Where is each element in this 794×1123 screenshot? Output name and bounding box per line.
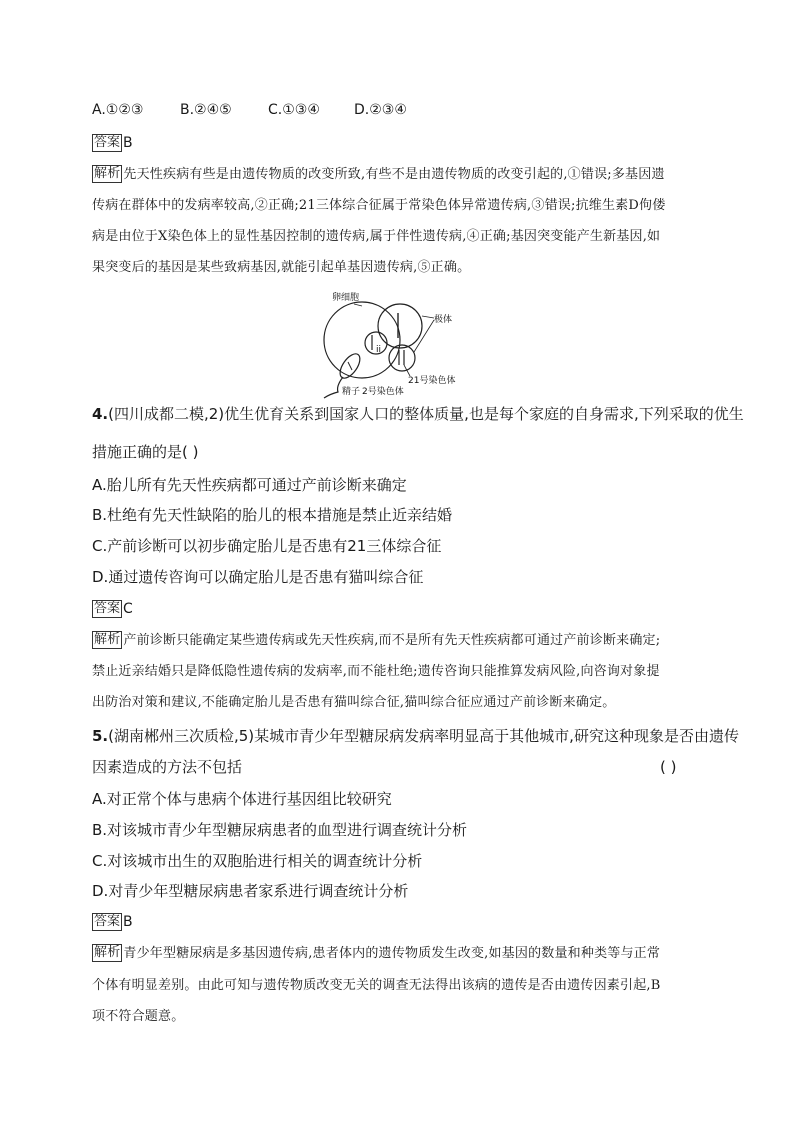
fertilization-diagram	[310, 280, 510, 400]
answer-tag: 答案	[94, 914, 121, 929]
q4-option-c: C.产前诊断可以初步确定胎儿是否患有21三体综合征	[92, 537, 442, 555]
q3-option-d: D.②③④	[354, 102, 407, 118]
q3-explanation-line-4: 果突变后的基因是某些致病基因,就能引起单基因遗传病,⑤正确。	[92, 260, 471, 275]
q5-option-c: C.对该城市出生的双胞胎进行相关的调查统计分析	[92, 852, 423, 870]
q3-explanation-line-3: 病是由位于X染色体上的显性基因控制的遗传病,属于伴性遗传病,④正确;基因突变能产生新基因,如	[92, 229, 661, 244]
q3-options	[92, 100, 407, 120]
q5-number: 5.	[92, 727, 109, 745]
q4-explanation-line-2: 禁止近亲结婚只是降低隐性遗传病的发病率,而不能杜绝;遗传咨询只能推算发病风险,向咨询对象提	[92, 664, 660, 679]
q4-explanation-line-3: 出防治对策和建议,不能确定胎儿是否患有猫叫综合征,猫叫综合征应通过产前诊断来确定。	[92, 695, 616, 710]
q5-explanation-line-1	[92, 944, 660, 964]
q3-option-b: B.②④⑤	[180, 102, 232, 118]
q5-option-b: B.对该城市青少年型糖尿病患者的血型进行调查统计分析	[92, 821, 468, 839]
explanation-text: 先天性疾病有些是由遗传物质的改变所致,有些不是由遗传物质的改变引起的,①错误;多基因遗	[123, 167, 665, 182]
q5-stem-line-1	[92, 726, 739, 746]
q4-stem-line-1	[92, 404, 744, 424]
q5-answer	[92, 912, 133, 932]
q4-option-b: B.杜绝有先天性缺陷的胎儿的根本措施是禁止近亲结婚	[92, 506, 453, 524]
q3-explanation-line-2: 传病在群体中的发病率较高,②正确;21三体综合征属于常染色体异常遗传病,③错误;抗维生素D佝偻	[92, 198, 666, 213]
q5-source: (湖南郴州三次质检,5)	[108, 727, 255, 745]
explanation-tag: 解析	[94, 945, 121, 960]
q3-answer	[92, 133, 133, 153]
label-chromosome-2: 2号染色体	[362, 387, 404, 397]
label-egg-cell: 卵细胞	[332, 293, 360, 303]
q3-explanation-line-1	[92, 165, 665, 185]
q4-option-a: A.胎儿所有先天性疾病都可通过产前诊断来确定	[92, 476, 407, 494]
sperm-tail	[324, 377, 343, 398]
explanation-text: 产前诊断只能确定某些遗传病或先天性疾病,而不是所有先天性疾病都可通过产前诊断来确定;	[123, 633, 661, 648]
q4-answer	[92, 599, 133, 619]
q5-answer-paren: ( )	[660, 758, 677, 776]
polar-body-2	[389, 345, 415, 371]
q4-source: (四川成都二模,2)	[108, 405, 225, 423]
answer-value: B	[123, 914, 133, 930]
explanation-tag: 解析	[94, 632, 121, 647]
answer-tag: 答案	[94, 135, 121, 150]
answer-tag: 答案	[94, 601, 121, 616]
egg-chromosome-label: ii	[376, 345, 382, 355]
q5-stem-line-2: 因素造成的方法不包括	[92, 758, 243, 776]
q4-number: 4.	[92, 405, 109, 423]
q5-explanation-line-2: 个体有明显差别。由此可知与遗传物质改变无关的调查无法得出该病的遗传是否由遗传因素引起,B	[92, 978, 661, 993]
q5-option-a: A.对正常个体与患病个体进行基因组比较研究	[92, 790, 392, 808]
egg-cell-shape	[324, 302, 400, 378]
explanation-text: 青少年型糖尿病是多基因遗传病,患者体内的遗传物质发生改变,如基因的数量和种类等与正常	[123, 946, 661, 961]
explanation-tag: 解析	[94, 166, 121, 181]
q4-explanation-line-1	[92, 631, 660, 651]
q3-option-a: A.①②③	[92, 102, 144, 118]
label-polar-body: 极体	[434, 315, 453, 325]
label-sperm: 精子	[342, 387, 361, 397]
q5-explanation-line-3: 项不符合题意。	[92, 1009, 185, 1024]
q4-stem: 优生优育关系到国家人口的整体质量,也是每个家庭的自身需求,下列采取的优生	[224, 405, 744, 423]
q5-option-d: D.对青少年型糖尿病患者家系进行调查统计分析	[92, 882, 409, 900]
q4-stem-line-2: 措施正确的是( )	[92, 443, 199, 461]
q4-option-d: D.通过遗传咨询可以确定胎儿是否患有猫叫综合征	[92, 568, 424, 586]
q5-stem: 某城市青少年型糖尿病发病率明显高于其他城市,研究这种现象是否由遗传	[254, 727, 739, 745]
answer-value: C	[123, 601, 133, 617]
answer-value: B	[123, 135, 133, 151]
label-chromosome-21: 21号染色体	[408, 376, 456, 386]
q3-option-c: C.①③④	[268, 102, 320, 118]
